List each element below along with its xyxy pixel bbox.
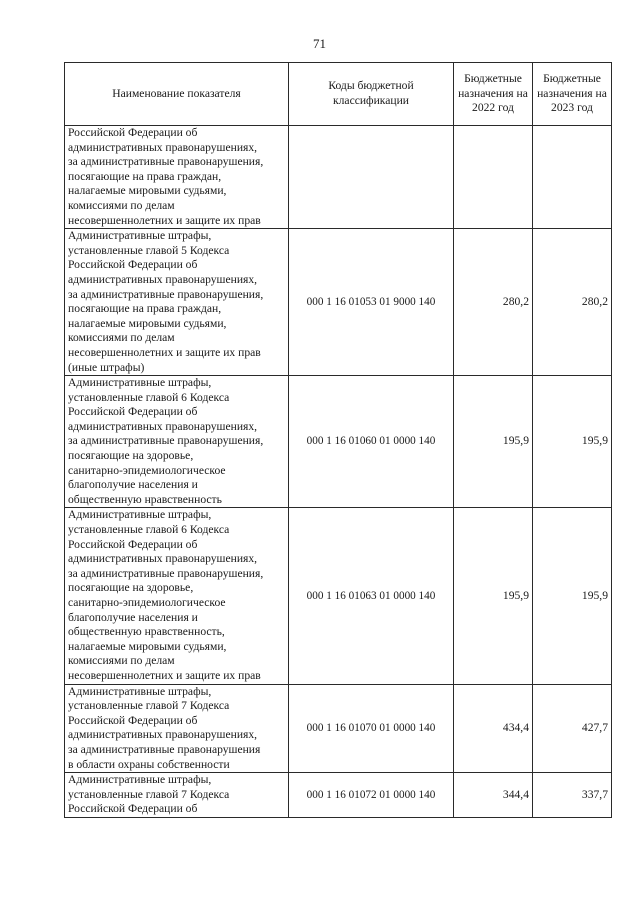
budget-2023-cell: 195,9 xyxy=(533,508,612,684)
budget-table xyxy=(64,62,612,818)
budget-code-cell: 000 1 16 01053 01 9000 140 xyxy=(289,229,454,376)
budget-2023-cell: 280,2 xyxy=(533,229,612,376)
page-number: 71 xyxy=(313,36,326,51)
table-row xyxy=(65,684,612,773)
budget-2022-cell xyxy=(454,126,533,229)
table-row xyxy=(65,126,612,229)
header-budget-2023: Бюджетные назначения на 2023 год xyxy=(533,63,612,126)
budget-code-cell: 000 1 16 01060 01 0000 140 xyxy=(289,376,454,508)
budget-2022-cell: 434,4 xyxy=(454,684,533,773)
budget-2023-cell: 337,7 xyxy=(533,773,612,818)
budget-2022-cell: 344,4 xyxy=(454,773,533,818)
header-budget-2022: Бюджетные назначения на 2022 год xyxy=(454,63,533,126)
indicator-name-cell: Административные штрафы, установленные главой 7 Кодекса Российской Федерации об административных правонарушениях, за административные правонарушения в области охраны собственности xyxy=(65,684,289,773)
indicator-name-cell: Российской Федерации об административных правонарушениях, за административные правонарушения, посягающие на права граждан, налагаемые мировыми судьями, комиссиями по делам несовершеннолетних и защите их прав xyxy=(65,126,289,229)
budget-code-cell xyxy=(289,126,454,229)
budget-2023-cell: 427,7 xyxy=(533,684,612,773)
header-indicator-name: Наименование показателя xyxy=(65,63,289,126)
budget-2022-cell: 195,9 xyxy=(454,508,533,684)
budget-2023-cell: 195,9 xyxy=(533,376,612,508)
header-budget-code: Коды бюджетной классификации xyxy=(289,63,454,126)
indicator-name-cell: Административные штрафы, установленные главой 5 Кодекса Российской Федерации об административных правонарушениях, за административные правонарушения, посягающие на права граждан, налагаемые мировыми судьями, комиссиями по делам несовершеннолетних и защите их прав (иные штрафы) xyxy=(65,229,289,376)
budget-2022-cell: 280,2 xyxy=(454,229,533,376)
budget-2023-cell xyxy=(533,126,612,229)
table-row xyxy=(65,773,612,818)
table-header-row xyxy=(65,63,612,126)
budget-code-cell: 000 1 16 01063 01 0000 140 xyxy=(289,508,454,684)
table-row xyxy=(65,376,612,508)
table-row xyxy=(65,508,612,684)
indicator-name-cell: Административные штрафы, установленные главой 6 Кодекса Российской Федерации об административных правонарушениях, за административные правонарушения, посягающие на здоровье, санитарно-эпидемиологическое благополучие населения и общественную нравственность xyxy=(65,376,289,508)
indicator-name-cell: Административные штрафы, установленные главой 7 Кодекса Российской Федерации об xyxy=(65,773,289,818)
budget-code-cell: 000 1 16 01070 01 0000 140 xyxy=(289,684,454,773)
budget-code-cell: 000 1 16 01072 01 0000 140 xyxy=(289,773,454,818)
indicator-name-cell: Административные штрафы, установленные главой 6 Кодекса Российской Федерации об административных правонарушениях, за административные правонарушения, посягающие на здоровье, санитарно-эпидемиологическое благополучие населения и общественную нравственность, налагаемые мировыми судьями, комиссиями по делам несовершеннолетних и защите их прав xyxy=(65,508,289,684)
budget-2022-cell: 195,9 xyxy=(454,376,533,508)
table-row xyxy=(65,229,612,376)
